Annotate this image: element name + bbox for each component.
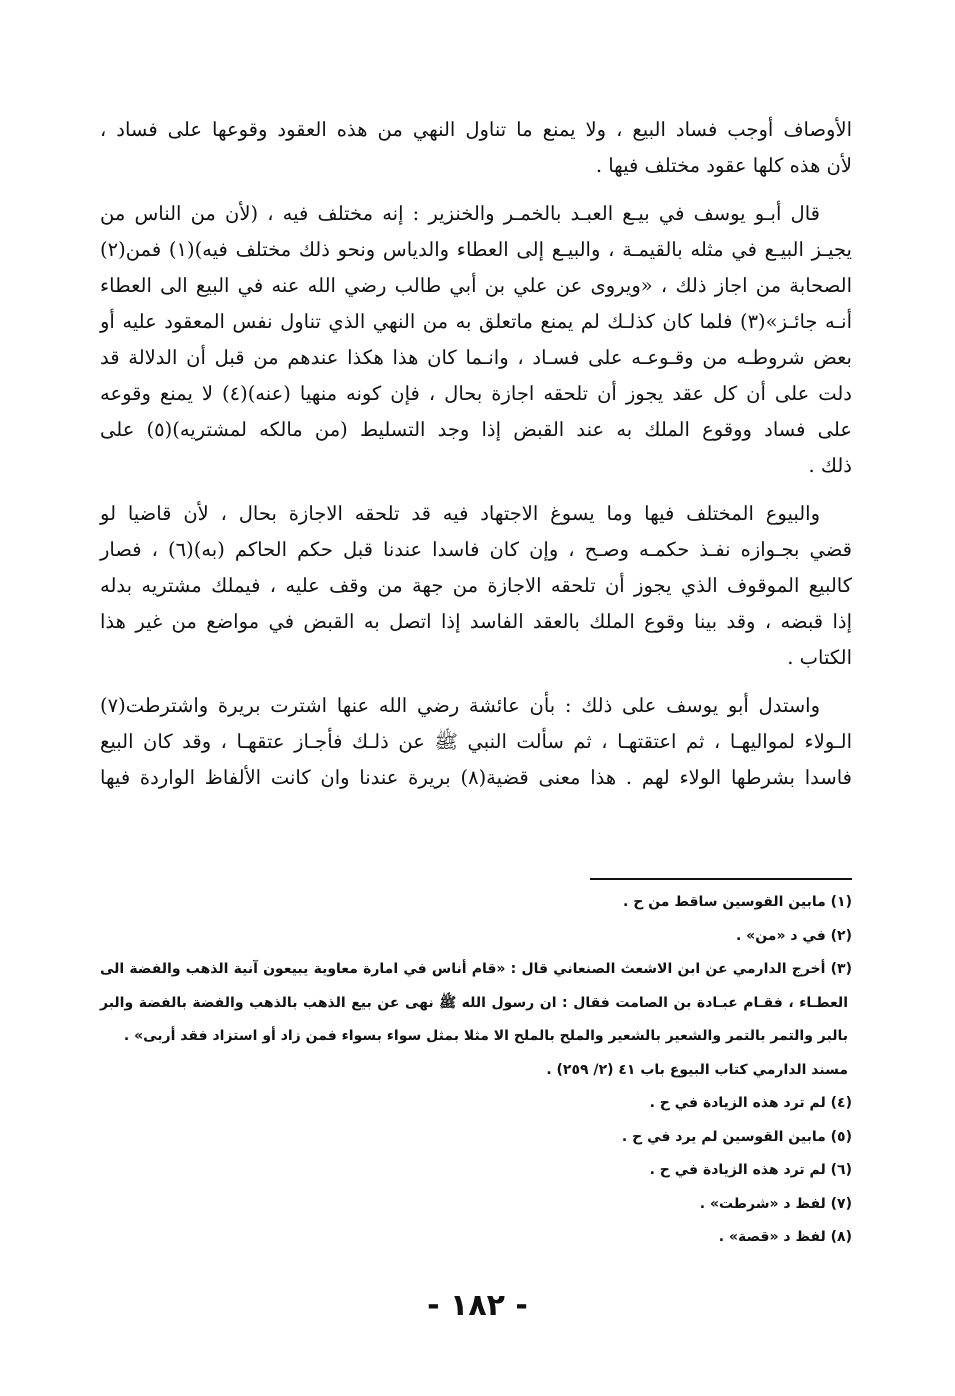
text-line: لأن هذه كلها عقود مختلف فيها . — [595, 154, 852, 177]
text-line: الكتاب . — [787, 646, 852, 669]
paragraph-1 — [100, 112, 852, 184]
footnote-5: (٥) مابين القوسين لم يرد في ح . — [621, 1128, 852, 1145]
paragraph-3 — [100, 496, 852, 676]
text-line: الصحابة من اجاز ذلك ، «ويروى عن علي بن أبي طالب رضي الله عنه في البيع الى العطاء — [100, 274, 852, 297]
footnote-1: (١) مابين القوسين ساقط من ح . — [623, 894, 852, 910]
text-line: واستدل أبو يوسف على ذلك : بأن عائشة رضي الله عنها اشترت بريرة واشترطت(٧) — [100, 694, 820, 717]
text-line: الأوصاف أوجب فساد البيع ، ولا يمنع ما تناول النهي من هذه العقود وقوعها على فساد ، — [100, 118, 852, 141]
text-line: ذلك . — [808, 454, 852, 477]
text-line: دلت على أن كل عقد يجوز أن تلحقه اجازة بحال ، فإن كونه منهيا (عنه)(٤) لا يمنع وقوعه — [100, 382, 852, 405]
footnote-7: (٧) لفظ د «شرطت» . — [699, 1195, 852, 1212]
text-line: إذا قبضه ، وقد بينا وقوع الملك بالعقد الفاسد إذا اتصل به القبض في مواضع من غير هذا — [100, 610, 852, 633]
paragraph-4 — [100, 688, 852, 796]
footnote-3: (٣) أخرج الدارمي عن ابن الاشعث الصنعاني قال : «قام أناس في امارة معاوية يبيعون آنية الذهب والفضة الى — [100, 961, 852, 977]
footnote-4: (٤) لم ترد هذه الزيادة في ح . — [649, 1095, 852, 1111]
footnote-3-line: العطـاء ، فقـام عبـادة بن الصامت فقال : ان رسول الله ﷺ نهى عن بيع الذهب بالذهب والفضة بالفضة والبر — [100, 994, 848, 1011]
text-line: كالبيع الموقوف الذي يجوز أن تلحقه الاجازة من جهة من وقف عليه ، فيملك مشتريه بدله — [100, 574, 852, 597]
text-line: يجيـز البيـع في مثله بالقيمـة ، والبيـع إلى العطاء والدياس ونحو ذلك مختلف فيه)(١) فمن(٢) — [100, 238, 852, 261]
text-line: بعض شروطـه من وقـوعـه على فسـاد ، وانـما كان هذا هكذا عندهم من قبل أن الدلالة قد — [100, 346, 852, 369]
footnote-separator — [590, 878, 852, 880]
footnote-8: (٨) لفظ د «قصة» . — [718, 1229, 852, 1245]
text-line: والبيوع المختلف فيها وما يسوغ الاجتهاد فيه قد تلحقه الاجازة بحال ، لأن قاضيا لو — [100, 502, 820, 525]
text-line: قضي بجـوازه نفـذ حكمـه وصـح ، وإن كان فاسدا عندنا قبل حكم الحاكم (به)(٦) ، فصار — [100, 538, 853, 561]
footnotes — [100, 886, 852, 1255]
page-number: - ١٨٢ - — [427, 1288, 528, 1323]
text-line: الـولاء لمواليهـا ، ثم اعتقتهـا ، ثم سألت النبي ﷺ عن ذلـك فأجـاز عتقهـا ، وقد كان البيع — [100, 730, 852, 753]
footnote-2: (٢) في د «من» . — [735, 927, 852, 944]
text-line: على فساد ووقوع الملك به عند القبض إذا وجد التسليط (من مالكه لمشتريه)(٥) على — [100, 418, 852, 441]
footnote-3-line: مسند الدارمي كتاب البيوع باب ٤١ (٢/ ٢٥٩) . — [546, 1061, 848, 1078]
footnote-6: (٦) لم ترد هذه الزيادة في ح . — [649, 1162, 852, 1178]
text-line: فاسدا بشرطها الولاء لهم . هذا معنى قضية(٨) بريرة عندنا وان كانت الألفاظ الواردة فيها — [100, 766, 852, 789]
text-line: أنـه جائـز»(٣) فلما كان كذلـك لم يمنع ماتعلق به من النهي الذي تناول نفس المعقود عليه أو — [100, 310, 852, 333]
text-line: قال أبـو يوسف في بيـع العبـد بالخمـر والخنزير : إنه مختلف فيه ، (لأن من الناس من — [100, 202, 820, 225]
main-text — [100, 112, 852, 808]
paragraph-2 — [100, 196, 852, 484]
footnote-3-line: بالبر والتمر بالتمر والشعير بالشعير والملح بالملح الا مثلا بمثل سواء بسواء فمن زاد أو استزاد فقد أربى» . — [123, 1028, 848, 1044]
